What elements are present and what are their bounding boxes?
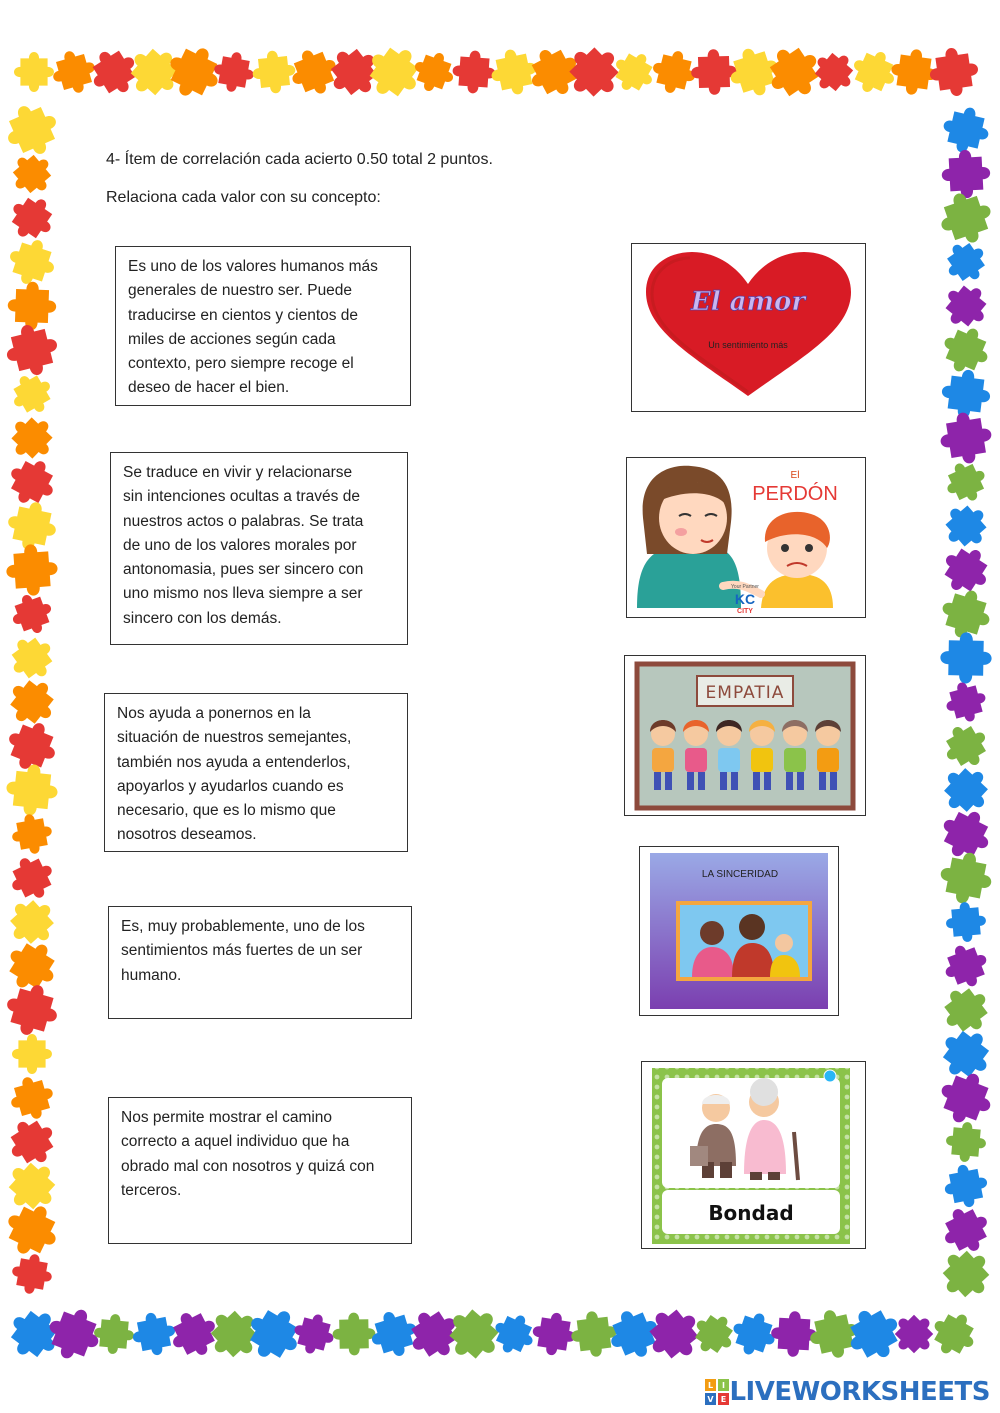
puzzle-piece xyxy=(648,46,700,98)
puzzle-piece xyxy=(0,978,63,1041)
puzzle-piece xyxy=(211,49,257,95)
heart-illustration xyxy=(632,244,865,411)
puzzle-piece xyxy=(939,367,993,421)
puzzle-piece xyxy=(936,496,996,556)
puzzle-piece xyxy=(451,49,497,95)
puzzle-piece xyxy=(846,44,902,100)
puzzle-piece xyxy=(932,1240,1000,1308)
puzzle-piece xyxy=(888,46,939,97)
puzzle-piece xyxy=(3,849,60,906)
puzzle-piece xyxy=(4,762,60,818)
puzzle-piece xyxy=(48,46,101,99)
puzzle-piece xyxy=(937,409,996,468)
puzzle-piece xyxy=(941,1161,991,1211)
puzzle-piece xyxy=(938,234,994,290)
puzzle-piece xyxy=(521,39,586,104)
kc-logo-small: Your Partner xyxy=(731,584,759,590)
definition-line: contexto, pero siempre recoge el xyxy=(128,355,354,373)
definition-line: nosotros deseamos. xyxy=(117,826,257,844)
image-card-empatia[interactable] xyxy=(624,655,866,816)
definition-box-3[interactable] xyxy=(104,693,408,852)
puzzle-piece xyxy=(940,632,992,684)
forgiveness-illustration xyxy=(627,458,865,617)
definition-box-1[interactable] xyxy=(115,246,411,406)
empathy-illustration xyxy=(625,656,865,815)
puzzle-piece xyxy=(7,281,57,331)
puzzle-piece xyxy=(558,36,630,108)
puzzle-piece xyxy=(937,717,996,776)
definition-line: sentimientos más fuertes de un ser xyxy=(121,942,363,960)
puzzle-piece xyxy=(438,1298,510,1370)
puzzle-piece xyxy=(2,188,61,247)
puzzle-piece xyxy=(939,103,994,158)
puzzle-piece xyxy=(0,714,63,777)
puzzle-piece xyxy=(934,758,998,822)
definition-line: apoyarlos y ayudarlos cuando es xyxy=(117,777,344,795)
bondad-title: Bondad xyxy=(708,1201,794,1225)
definition-box-5[interactable] xyxy=(108,1097,412,1244)
puzzle-piece xyxy=(886,1306,942,1362)
puzzle-piece xyxy=(487,1307,540,1360)
puzzle-piece xyxy=(0,1300,68,1368)
puzzle-piece xyxy=(250,48,297,95)
puzzle-piece xyxy=(939,455,992,508)
puzzle-piece xyxy=(944,1120,987,1163)
puzzle-piece xyxy=(239,1299,309,1369)
puzzle-piece xyxy=(936,848,996,908)
puzzle-piece xyxy=(1,451,63,513)
svg-text:V: V xyxy=(707,1395,715,1404)
sinceridad-title: LA SINCERIDAD xyxy=(701,869,779,880)
puzzle-piece xyxy=(0,670,64,734)
definition-line: Es uno de los valores humanos más xyxy=(128,258,378,275)
kc-logo-main: KC xyxy=(734,591,756,607)
puzzle-piece xyxy=(9,811,55,857)
puzzle-piece xyxy=(163,1303,224,1364)
puzzle-piece xyxy=(638,1298,710,1370)
puzzle-piece xyxy=(944,900,987,943)
instruction-prompt: Relaciona cada valor con su concepto: xyxy=(106,189,381,206)
amor-title: El amor xyxy=(690,287,806,317)
puzzle-piece xyxy=(935,1199,996,1260)
puzzle-piece xyxy=(934,538,997,601)
definition-line: traducirse en cientos y cientos de xyxy=(128,306,359,324)
puzzle-piece xyxy=(0,1152,66,1220)
sincerity-illustration xyxy=(640,847,838,1015)
puzzle-piece xyxy=(569,1309,620,1360)
definition-line: obrado mal con nosotros y quizá con xyxy=(121,1157,375,1175)
definition-line: Nos ayuda a ponernos en la xyxy=(117,705,311,722)
puzzle-piece xyxy=(4,146,60,202)
puzzle-piece xyxy=(0,933,65,1000)
puzzle-piece xyxy=(602,1302,665,1365)
perdon-small-text: El xyxy=(790,470,800,481)
puzzle-piece xyxy=(12,1034,52,1074)
amor-subtitle: Un sentimiento más xyxy=(708,340,788,350)
puzzle-piece xyxy=(0,1196,66,1265)
puzzle-piece xyxy=(92,1312,135,1355)
image-card-sinceridad[interactable] xyxy=(639,846,839,1016)
puzzle-piece xyxy=(727,1307,781,1361)
puzzle-piece xyxy=(6,1072,59,1125)
puzzle-piece xyxy=(927,45,982,100)
puzzle-piece xyxy=(5,543,60,598)
puzzle-piece xyxy=(1,1111,64,1174)
puzzle-piece xyxy=(200,1300,268,1368)
definition-line: de uno de los valores morales por xyxy=(123,536,357,554)
puzzle-piece xyxy=(120,38,188,106)
puzzle-piece xyxy=(401,1301,468,1368)
puzzle-piece xyxy=(358,36,430,108)
puzzle-piece xyxy=(487,45,541,99)
puzzle-piece xyxy=(839,1299,909,1369)
puzzle-piece xyxy=(686,1306,742,1362)
svg-text:L: L xyxy=(708,1381,714,1390)
puzzle-piece xyxy=(290,1310,339,1359)
definition-line: terceros. xyxy=(121,1181,182,1199)
definition-line: correcto a aquel individuo que ha xyxy=(121,1133,350,1151)
definition-line: humano. xyxy=(121,966,182,984)
definition-line: nuestros actos o palabras. Se trata xyxy=(123,512,364,530)
puzzle-piece xyxy=(690,48,737,95)
image-card-perdon[interactable] xyxy=(626,457,866,618)
puzzle-piece xyxy=(770,1310,818,1358)
kindness-illustration xyxy=(642,1062,865,1248)
svg-text:I: I xyxy=(722,1381,726,1390)
puzzle-piece xyxy=(933,185,998,250)
puzzle-piece xyxy=(2,408,62,468)
puzzle-piece xyxy=(938,938,993,993)
puzzle-piece xyxy=(925,1305,983,1363)
puzzle-piece xyxy=(3,497,60,554)
puzzle-piece xyxy=(933,1065,999,1131)
puzzle-piece xyxy=(83,41,146,104)
puzzle-piece xyxy=(933,801,998,866)
definition-line: sin intenciones ocultas a través de xyxy=(123,488,360,506)
puzzle-piece xyxy=(284,42,343,101)
puzzle-piece xyxy=(332,1312,376,1356)
empatia-title: EMPATIA xyxy=(705,683,785,703)
puzzle-piece xyxy=(1,319,63,381)
definition-line: deseo de hacer el bien. xyxy=(128,379,290,397)
item-title: 4- Ítem de correlación cada acierto 0.50 total 2 puntos. xyxy=(106,151,493,168)
puzzle-piece xyxy=(758,36,829,107)
puzzle-piece xyxy=(942,678,991,727)
definition-line: sincero con los demás. xyxy=(123,609,282,627)
definition-line: Es, muy probablemente, uno de los xyxy=(121,918,365,935)
puzzle-piece xyxy=(934,978,998,1042)
puzzle-piece xyxy=(160,38,229,107)
perdon-title: PERDÓN xyxy=(752,483,838,505)
definition-box-4[interactable] xyxy=(108,906,412,1019)
puzzle-piece xyxy=(530,1310,579,1359)
definition-line: también nos ayuda a entenderlos, xyxy=(117,753,351,771)
definition-line: Se traduce en vivir y relacionarse xyxy=(123,464,353,481)
kc-logo-sub: CITY xyxy=(737,608,753,615)
puzzle-piece xyxy=(408,46,459,97)
puzzle-piece xyxy=(2,628,62,688)
liveworksheets-brand-text: LIVEWORKSHEETS xyxy=(729,1377,990,1407)
puzzle-piece xyxy=(14,52,54,92)
puzzle-piece xyxy=(3,233,60,290)
puzzle-piece xyxy=(936,320,996,380)
puzzle-piece xyxy=(936,584,996,644)
svg-text:E: E xyxy=(721,1395,727,1404)
definition-line: necesario, que es lo mismo que xyxy=(117,802,336,820)
definition-line: Nos permite mostrar el camino xyxy=(121,1109,333,1126)
liveworksheets-grid-icon xyxy=(705,1379,729,1405)
liveworksheets-logo[interactable] xyxy=(705,1377,990,1407)
definition-line: situación de nuestros semejantes, xyxy=(117,729,352,747)
puzzle-piece xyxy=(41,1301,107,1367)
definition-line: generales de nuestro ser. Puede xyxy=(128,282,353,300)
definition-line: antonomasia, pues ser sincero con xyxy=(123,561,364,579)
puzzle-piece xyxy=(607,45,662,100)
puzzle-piece xyxy=(9,1251,55,1297)
puzzle-piece xyxy=(941,149,992,200)
puzzle-piece xyxy=(932,1020,1000,1088)
image-card-bondad[interactable] xyxy=(641,1061,866,1249)
definition-line: uno mismo nos lleva siempre a ser xyxy=(123,585,363,603)
puzzle-piece xyxy=(129,1309,179,1359)
puzzle-piece xyxy=(0,890,64,954)
image-card-amor[interactable] xyxy=(631,243,866,412)
puzzle-piece xyxy=(5,367,60,422)
puzzle-piece xyxy=(366,1306,423,1363)
puzzle-piece xyxy=(6,588,57,639)
puzzle-piece xyxy=(936,276,996,336)
puzzle-piece xyxy=(805,1305,863,1363)
definition-line: miles de acciones según cada xyxy=(128,330,336,348)
puzzle-piece xyxy=(723,41,784,102)
definition-box-2[interactable] xyxy=(110,452,408,645)
puzzle-piece xyxy=(806,44,862,100)
puzzle-piece xyxy=(0,96,66,164)
puzzle-piece xyxy=(320,38,388,106)
